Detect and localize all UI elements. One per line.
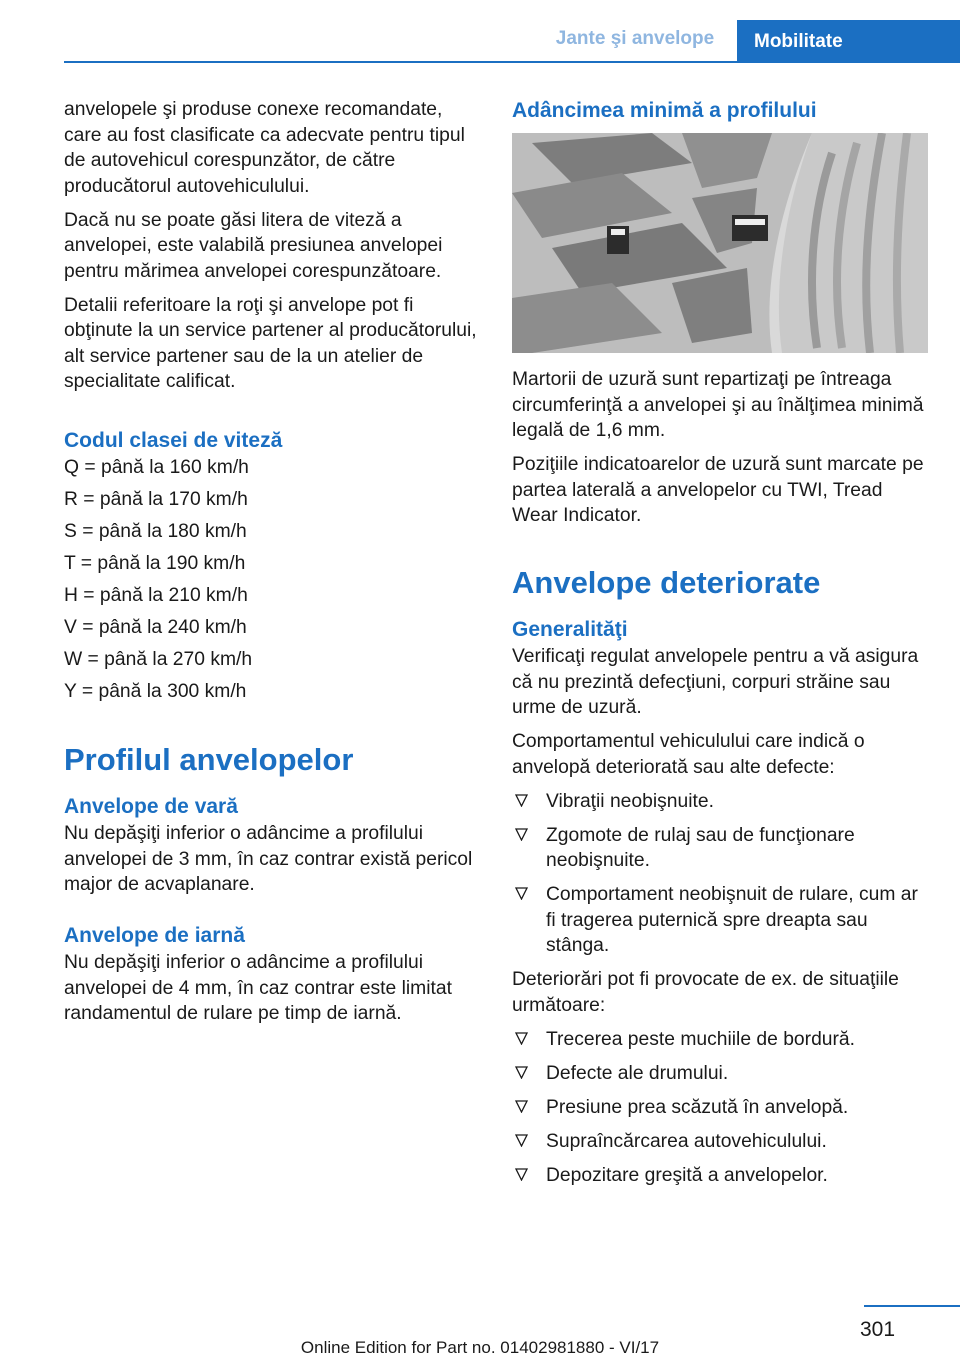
- running-header-section: Jante şi anvelope: [555, 28, 715, 49]
- edition-footer: Online Edition for Part no. 01402981880 - VI/17: [300, 1338, 660, 1357]
- list-item-text: Depozitare greşită a anvelopelor.: [546, 1164, 828, 1186]
- speed-code-item: V = până la 240 km/h: [64, 617, 247, 638]
- paragraph: anvelopele şi produse conexe recomandate, care au fost clasificate ca adecvate pentru tipul de autovehicul corespunzător, de către producătorul autovehiculului.: [64, 99, 465, 197]
- list-item: [512, 1129, 932, 1155]
- damaged-tyres-heading: Anvelope deteriorate: [512, 565, 821, 600]
- speed-class-heading: Codul clasei de viteză: [64, 429, 283, 452]
- paragraph: Dacă nu se poate găsi litera de viteză a anvelopei, este valabilă presiunea anvelopei pentru mărimea anvelopei corespunzătoare.: [64, 209, 443, 282]
- list-item-text: Defecte ale drumului.: [546, 1062, 729, 1084]
- paragraph: Poziţiile indicatoarelor de uzură sunt marcate pe partea laterală a anvelopelor cu TWI, Tread Wear Indicator.: [512, 454, 924, 526]
- list-item-text: Supraîncărcarea autovehiculului.: [546, 1130, 827, 1152]
- list-item: [512, 823, 932, 874]
- list-item: [512, 1061, 932, 1087]
- paragraph: Martorii de uzură sunt repartizaţi pe întreaga circumferinţă a anvelopei şi au înălţimea minimă legală de 1,6 mm.: [512, 369, 924, 441]
- symptom-list: [512, 789, 932, 959]
- speed-code-item: Q = până la 160 km/h: [64, 457, 249, 478]
- triangle-bullet-icon: [515, 1032, 528, 1045]
- triangle-bullet-icon: [515, 794, 528, 807]
- paragraph: Detalii referitoare la roţi şi anvelope pot fi obţinute la un service partener al producătorului, alt service partener sau de la un atelier de specialitate calificat.: [64, 294, 477, 392]
- cause-list: [512, 1027, 932, 1189]
- list-item: [512, 1163, 932, 1189]
- triangle-bullet-icon: [515, 1168, 528, 1181]
- running-header-chapter-tab: Mobilitate: [737, 20, 960, 61]
- paragraph: Comportamentul vehiculului care indică o anvelopă deteriorată sau alte defecte:: [512, 731, 865, 778]
- list-item-text: Comportament neobişnuit de rulare, cum ar fi tragerea puternică spre dreapta sau stânga.: [546, 884, 918, 956]
- footer-rule: [864, 1305, 960, 1307]
- right-column: [512, 97, 932, 1197]
- left-column: [64, 97, 480, 1035]
- speed-code-item: H = până la 210 km/h: [64, 585, 248, 606]
- page-number: 301: [860, 1318, 896, 1341]
- speed-code-item: T = până la 190 km/h: [64, 553, 246, 574]
- paragraph: Nu depăşiţi inferior o adâncime a profilului anvelopei de 3 mm, în caz contrar există pericol major de acvaplanare.: [64, 823, 473, 895]
- summer-tyres-heading: Anvelope de vară: [64, 795, 238, 818]
- triangle-bullet-icon: [515, 1134, 528, 1147]
- triangle-bullet-icon: [515, 1066, 528, 1079]
- speed-code-item: Y = până la 300 km/h: [64, 681, 247, 702]
- triangle-bullet-icon: [515, 1100, 528, 1113]
- header-rule: [64, 61, 960, 63]
- list-item-text: Vibraţii neobişnuite.: [546, 790, 714, 812]
- speed-code-item: R = până la 170 km/h: [64, 489, 248, 510]
- speed-code-list: [64, 455, 480, 705]
- speed-code-item: W = până la 270 km/h: [64, 649, 253, 670]
- general-heading: Generalităţi: [512, 618, 628, 641]
- winter-tyres-heading: Anvelope de iarnă: [64, 924, 245, 947]
- paragraph: Deteriorări pot fi provocate de ex. de situaţiile următoare:: [512, 969, 899, 1016]
- list-item-text: Trecerea peste muchiile de bordură.: [546, 1028, 856, 1050]
- list-item: [512, 1095, 932, 1121]
- list-item-text: Presiune prea scăzută în anvelopă.: [546, 1096, 849, 1118]
- min-depth-heading: Adâncimea minimă a profilului: [512, 99, 817, 122]
- tyre-profile-heading: Profilul anvelopelor: [64, 742, 354, 777]
- list-item: [512, 882, 932, 959]
- list-item-text: Zgomote de rulaj sau de funcţionare neobişnuite.: [546, 824, 855, 871]
- paragraph: Verificaţi regulat anvelopele pentru a vă asigura că nu prezintă defecţiuni, corpuri străine sau urme de uzură.: [512, 646, 919, 718]
- tread-wear-indicator-image: [512, 133, 928, 353]
- paragraph: Nu depăşiţi inferior o adâncime a profilului anvelopei de 4 mm, în caz contrar este limitat randamentul de rulare pe timp de iarnă.: [64, 952, 452, 1024]
- triangle-bullet-icon: [515, 828, 528, 841]
- list-item: [512, 1027, 932, 1053]
- list-item: [512, 789, 932, 815]
- speed-code-item: S = până la 180 km/h: [64, 521, 247, 542]
- triangle-bullet-icon: [515, 887, 528, 900]
